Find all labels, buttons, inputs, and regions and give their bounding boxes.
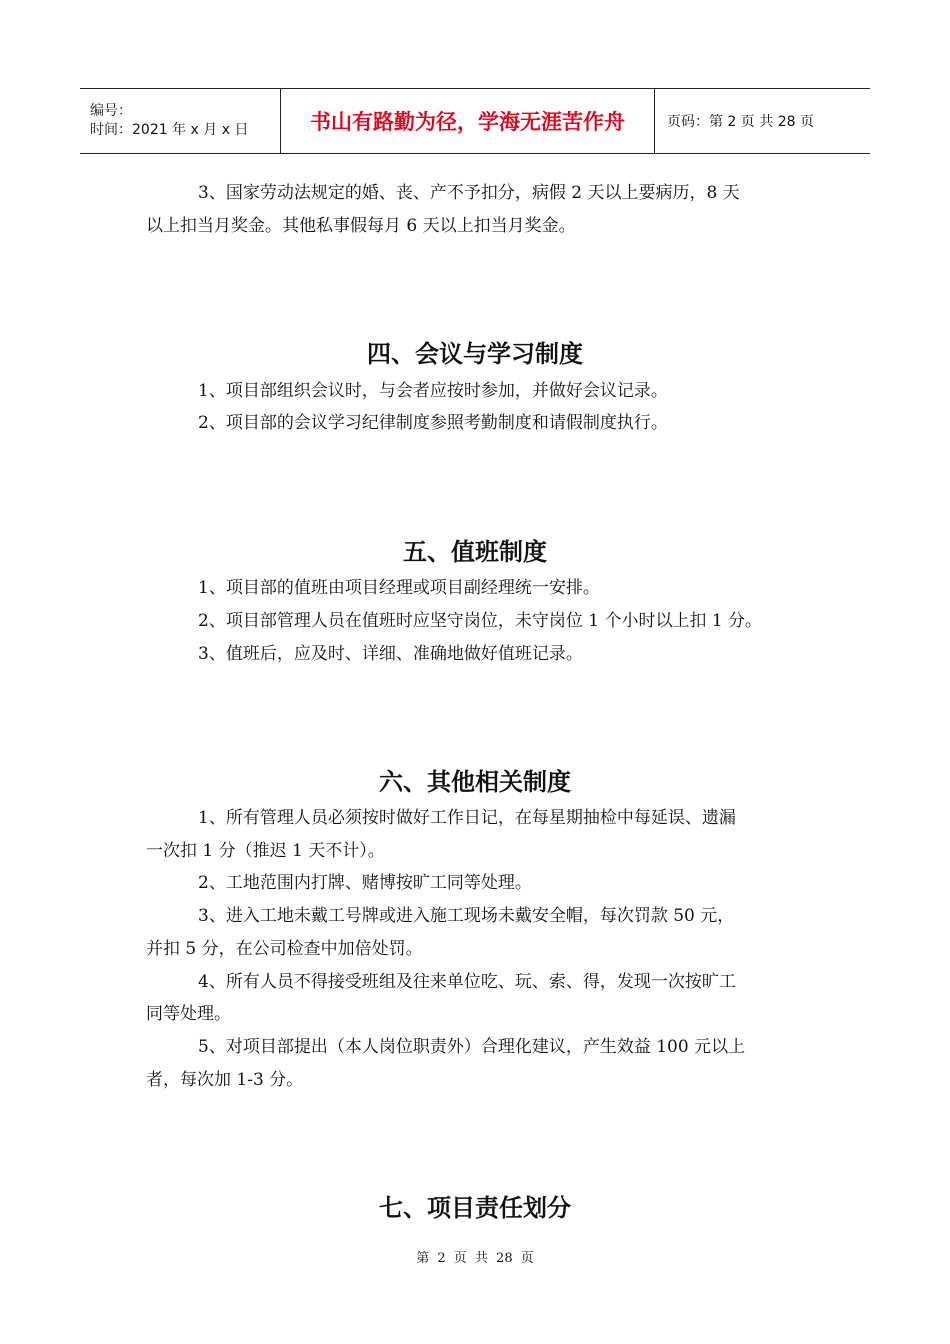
page-footer: 第 2 页 共 28 页 [416, 1251, 534, 1266]
paragraph-leave-rules-line1: 3、国家劳动法规定的婚、丧、产不予扣分，病假 2 天以上要病历，8 天 [198, 183, 740, 203]
section-heading-other-rules: 六、其他相关制度 [379, 767, 571, 796]
paragraph-other-3-line2: 并扣 5 分，在公司检查中加倍处罚。 [146, 939, 423, 959]
paragraph-other-3-line1: 3、进入工地未戴工号牌或进入施工现场未戴安全帽，每次罚款 50 元， [198, 906, 735, 926]
paragraph-duty-1: 1、项目部的值班由项目经理或项目副经理统一安排。 [198, 578, 600, 598]
document-time-label: 时间：2021 年 x 月 x 日 [90, 122, 249, 138]
section-heading-responsibility: 七、项目责任划分 [379, 1193, 571, 1222]
document-header [80, 88, 870, 154]
paragraph-meeting-2: 2、项目部的会议学习纪律制度参照考勤制度和请假制度执行。 [198, 413, 668, 433]
header-meta [80, 89, 281, 153]
paragraph-other-2: 2、工地范围内打牌、赌博按旷工同等处理。 [198, 873, 532, 893]
document-number-label: 编号： [90, 103, 132, 119]
section-heading-meetings: 四、会议与学习制度 [367, 339, 583, 368]
paragraph-meeting-1: 1、项目部组织会议时，与会者应按时参加，并做好会议记录。 [198, 381, 668, 401]
paragraph-leave-rules-line2: 以上扣当月奖金。其他私事假每月 6 天以上扣当月奖金。 [146, 216, 576, 236]
header-page-number: 页码：第 2 页 共 28 页 [667, 114, 814, 130]
paragraph-other-4-line1: 4、所有人员不得接受班组及往来单位吃、玩、索、得，发现一次按旷工 [198, 972, 736, 992]
section-heading-duty: 五、值班制度 [403, 537, 547, 566]
paragraph-other-5-line2: 者，每次加 1-3 分。 [146, 1070, 304, 1090]
paragraph-duty-3: 3、值班后，应及时、详细、准确地做好值班记录。 [198, 644, 583, 664]
paragraph-other-1-line2: 一次扣 1 分（推迟 1 天不计）。 [146, 841, 385, 861]
paragraph-other-5-line1: 5、对项目部提出（本人岗位职责外）合理化建议，产生效益 100 元以上 [198, 1037, 746, 1057]
paragraph-other-1-line1: 1、所有管理人员必须按时做好工作日记，在每星期抽检中每延误、遗漏 [198, 808, 736, 828]
paragraph-other-4-line2: 同等处理。 [146, 1004, 231, 1024]
paragraph-duty-2: 2、项目部管理人员在值班时应坚守岗位，未守岗位 1 个小时以上扣 1 分。 [198, 611, 763, 631]
header-motto: 书山有路勤为径，学海无涯苦作舟 [281, 89, 655, 153]
